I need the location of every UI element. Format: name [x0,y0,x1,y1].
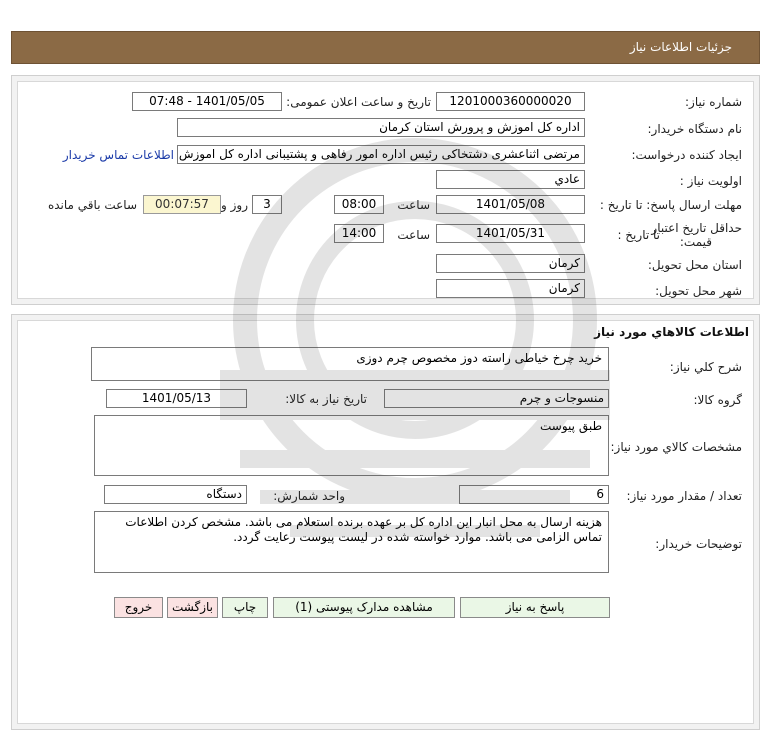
requester-label: ایجاد کننده درخواست: [631,148,742,162]
remaining-label: ساعت باقي مانده [47,198,137,212]
need-date-field: 1401/05/13 [106,389,247,408]
send-deadline-date-field: 1401/05/08 [436,195,585,214]
send-deadline-label: مهلت ارسال پاسخ: تا تاریخ : [599,198,742,212]
priority-label: اولویت نیاز : [679,174,742,188]
buyer-field: اداره کل اموزش و پرورش استان کرمان [177,118,585,137]
need-number-field: 1201000360000020 [436,92,585,111]
print-button[interactable]: چاپ [222,597,268,618]
days-label: روز و [221,198,248,212]
validity-time-label: ساعت [397,228,430,242]
notes-label: توضيحات خريدار: [655,537,742,551]
need-number-label: شماره نیاز: [685,95,742,109]
specs-label: مشخصات کالاي مورد نياز: [610,440,742,454]
days-field: 3 [252,195,282,214]
unit-field: دستگاه [104,485,247,504]
page-title: جزئیات اطلاعات نیاز [629,40,732,54]
send-deadline-time-label: ساعت [397,198,430,212]
buyer-label: نام دستگاه خریدار: [647,122,742,136]
reply-button[interactable]: پاسخ به نیاز [460,597,610,618]
page-header [11,31,760,64]
desc-label: شرح کلي نياز: [669,360,742,374]
city-label: شهر محل تحویل: [655,284,742,298]
desc-field: خرید چرخ خیاطی راسته دوز مخصوص چرم دوزی [91,347,609,381]
validity-date-field: 1401/05/31 [436,224,585,243]
validity-to-label: تا تاریخ : [617,228,660,242]
qty-field: 6 [459,485,609,504]
notes-field: هزینه ارسال به محل انبار این اداره کل بر عهده برنده استعلام می باشد. مشخص کردن اطلاعات تماس الزامی می باشد. موارد خواسته شده در لیست پیوست رعایت گردد. [94,511,609,573]
announce-field: 1401/05/05 - 07:48 [132,92,282,111]
send-deadline-time-field: 08:00 [334,195,384,214]
back-button[interactable]: بازگشت [167,597,218,618]
validity-time-field: 14:00 [334,224,384,243]
province-label: استان محل تحویل: [647,258,742,272]
city-field: کرمان [436,279,585,298]
requester-field: مرتضی اثناعشری دشتخاکی رئیس اداره امور رفاهی و پشتیبانی اداره کل اموزش [177,145,585,164]
group-field: منسوجات و چرم [384,389,609,408]
exit-button[interactable]: خروج [114,597,163,618]
goods-section-title: اطلاعات کالاهاي مورد نياز [594,325,749,339]
validity-label-1: حداقل تاریخ اعتبار [651,221,742,235]
buyer-contact-link[interactable]: اطلاعات تماس خریدار [62,148,174,162]
attachments-button[interactable]: مشاهده مدارک پیوستی (1) [273,597,455,618]
need-date-label: تاريخ نياز به کالا: [285,392,367,406]
announce-label: تاریخ و ساعت اعلان عمومی: [286,95,431,109]
qty-label: تعداد / مقدار مورد نياز: [626,489,742,503]
validity-label-2: قیمت: [679,235,712,249]
need-info-inner [17,81,754,299]
priority-field: عادي [436,170,585,189]
specs-field: طبق پیوست [94,415,609,476]
group-label: گروه کالا: [693,393,742,407]
unit-label: واحد شمارش: [273,489,345,503]
remaining-time-field: 00:07:57 [143,195,221,214]
province-field: کرمان [436,254,585,273]
